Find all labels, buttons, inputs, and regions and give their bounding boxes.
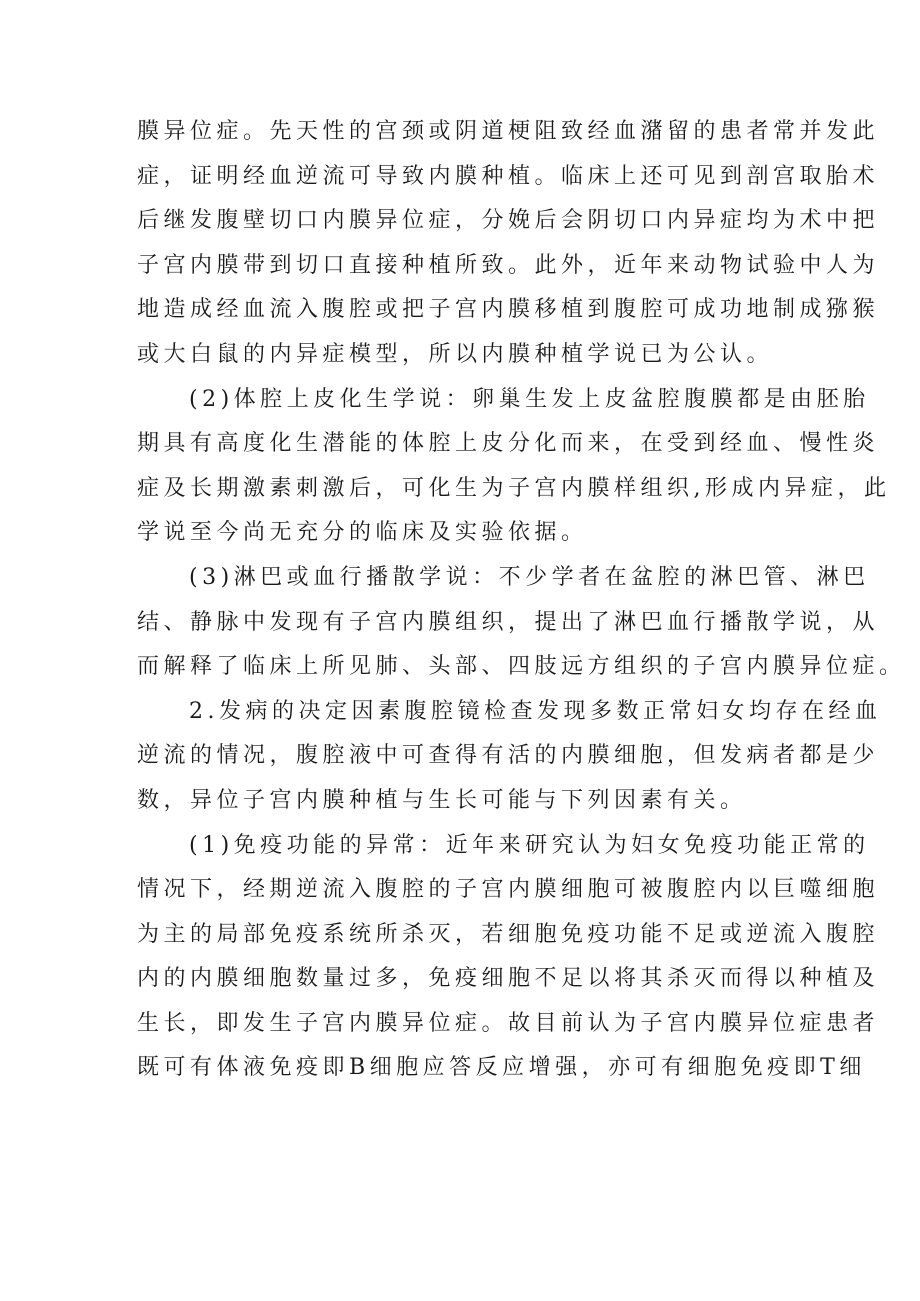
text-line: (1)免疫功能的异常：近年来研究认为妇女免疫功能正常的 bbox=[189, 832, 870, 858]
document-body bbox=[137, 110, 906, 1091]
text-line: 结、静脉中发现有子宫内膜组织，提出了淋巴血行播散学说，从 bbox=[137, 609, 880, 635]
text-line: 膜异位症。先天性的宫颈或阴道梗阻致经血潴留的患者常并发此 bbox=[137, 119, 880, 144]
text-line: 症，证明经血逆流可导致内膜种植。临床上还可见到剖宫取胎术 bbox=[137, 163, 880, 189]
text-line: 生长，即发生子宫内膜异位症。故目前认为子宫内膜异位症患者 bbox=[137, 1010, 880, 1036]
text-line: 为主的局部免疫系统所杀灭，若细胞免疫功能不足或逆流入腹腔 bbox=[137, 921, 880, 947]
paragraph-implantation-theory-continued bbox=[137, 110, 880, 378]
text-line: 2.发病的决定因素腹腔镜检查发现多数正常妇女均存在经血 bbox=[189, 698, 882, 724]
text-line: 数，异位子宫内膜种植与生长可能与下列因素有关。 bbox=[137, 787, 747, 813]
text-line: 逆流的情况，腹腔液中可查得有活的内膜细胞，但发病者都是少 bbox=[137, 743, 880, 769]
text-line: 学说至今尚无充分的临床及实验依据。 bbox=[137, 520, 588, 546]
text-line: (3)淋巴或血行播散学说：不少学者在盆腔的淋巴管、淋巴 bbox=[189, 564, 870, 590]
text-line: 而解释了临床上所见肺、头部、四肢远方组织的子宫内膜异位症。 bbox=[137, 654, 906, 680]
text-line: 情况下，经期逆流入腹腔的子宫内膜细胞可被腹腔内以巨噬细胞 bbox=[137, 877, 880, 903]
text-line: 或大白鼠的内异症模型，所以内膜种植学说已为公认。 bbox=[137, 341, 774, 367]
paragraph-determining-factors bbox=[137, 690, 882, 824]
text-line: 后继发腹壁切口内膜异位症，分娩后会阴切口内异症均为术中把 bbox=[137, 208, 880, 234]
text-line: 期具有高度化生潜能的体腔上皮分化而来，在受到经血、慢性炎 bbox=[137, 431, 880, 457]
paragraph-lymphatic-vascular-spread bbox=[137, 556, 906, 690]
text-line: (2)体腔上皮化生学说：卵巢生发上皮盆腔腹膜都是由胚胎 bbox=[189, 386, 870, 412]
paragraph-coelomic-metaplasia bbox=[137, 378, 891, 556]
text-line: 内的内膜细胞数量过多，免疫细胞不足以将其杀灭而得以种植及 bbox=[137, 966, 880, 992]
paragraph-immune-abnormality bbox=[137, 824, 880, 1092]
text-line: 症及长期激素刺激后，可化生为子宫内膜样组织,形成内异症，此 bbox=[137, 475, 891, 501]
text-line: 地造成经血流入腹腔或把子宫内膜移植到腹腔可成功地制成猕猴 bbox=[137, 297, 880, 323]
text-line: 子宫内膜带到切口直接种植所致。此外，近年来动物试验中人为 bbox=[137, 252, 880, 278]
text-line: 既可有体液免疫即B细胞应答反应增强，亦可有细胞免疫即T细 bbox=[137, 1055, 866, 1081]
